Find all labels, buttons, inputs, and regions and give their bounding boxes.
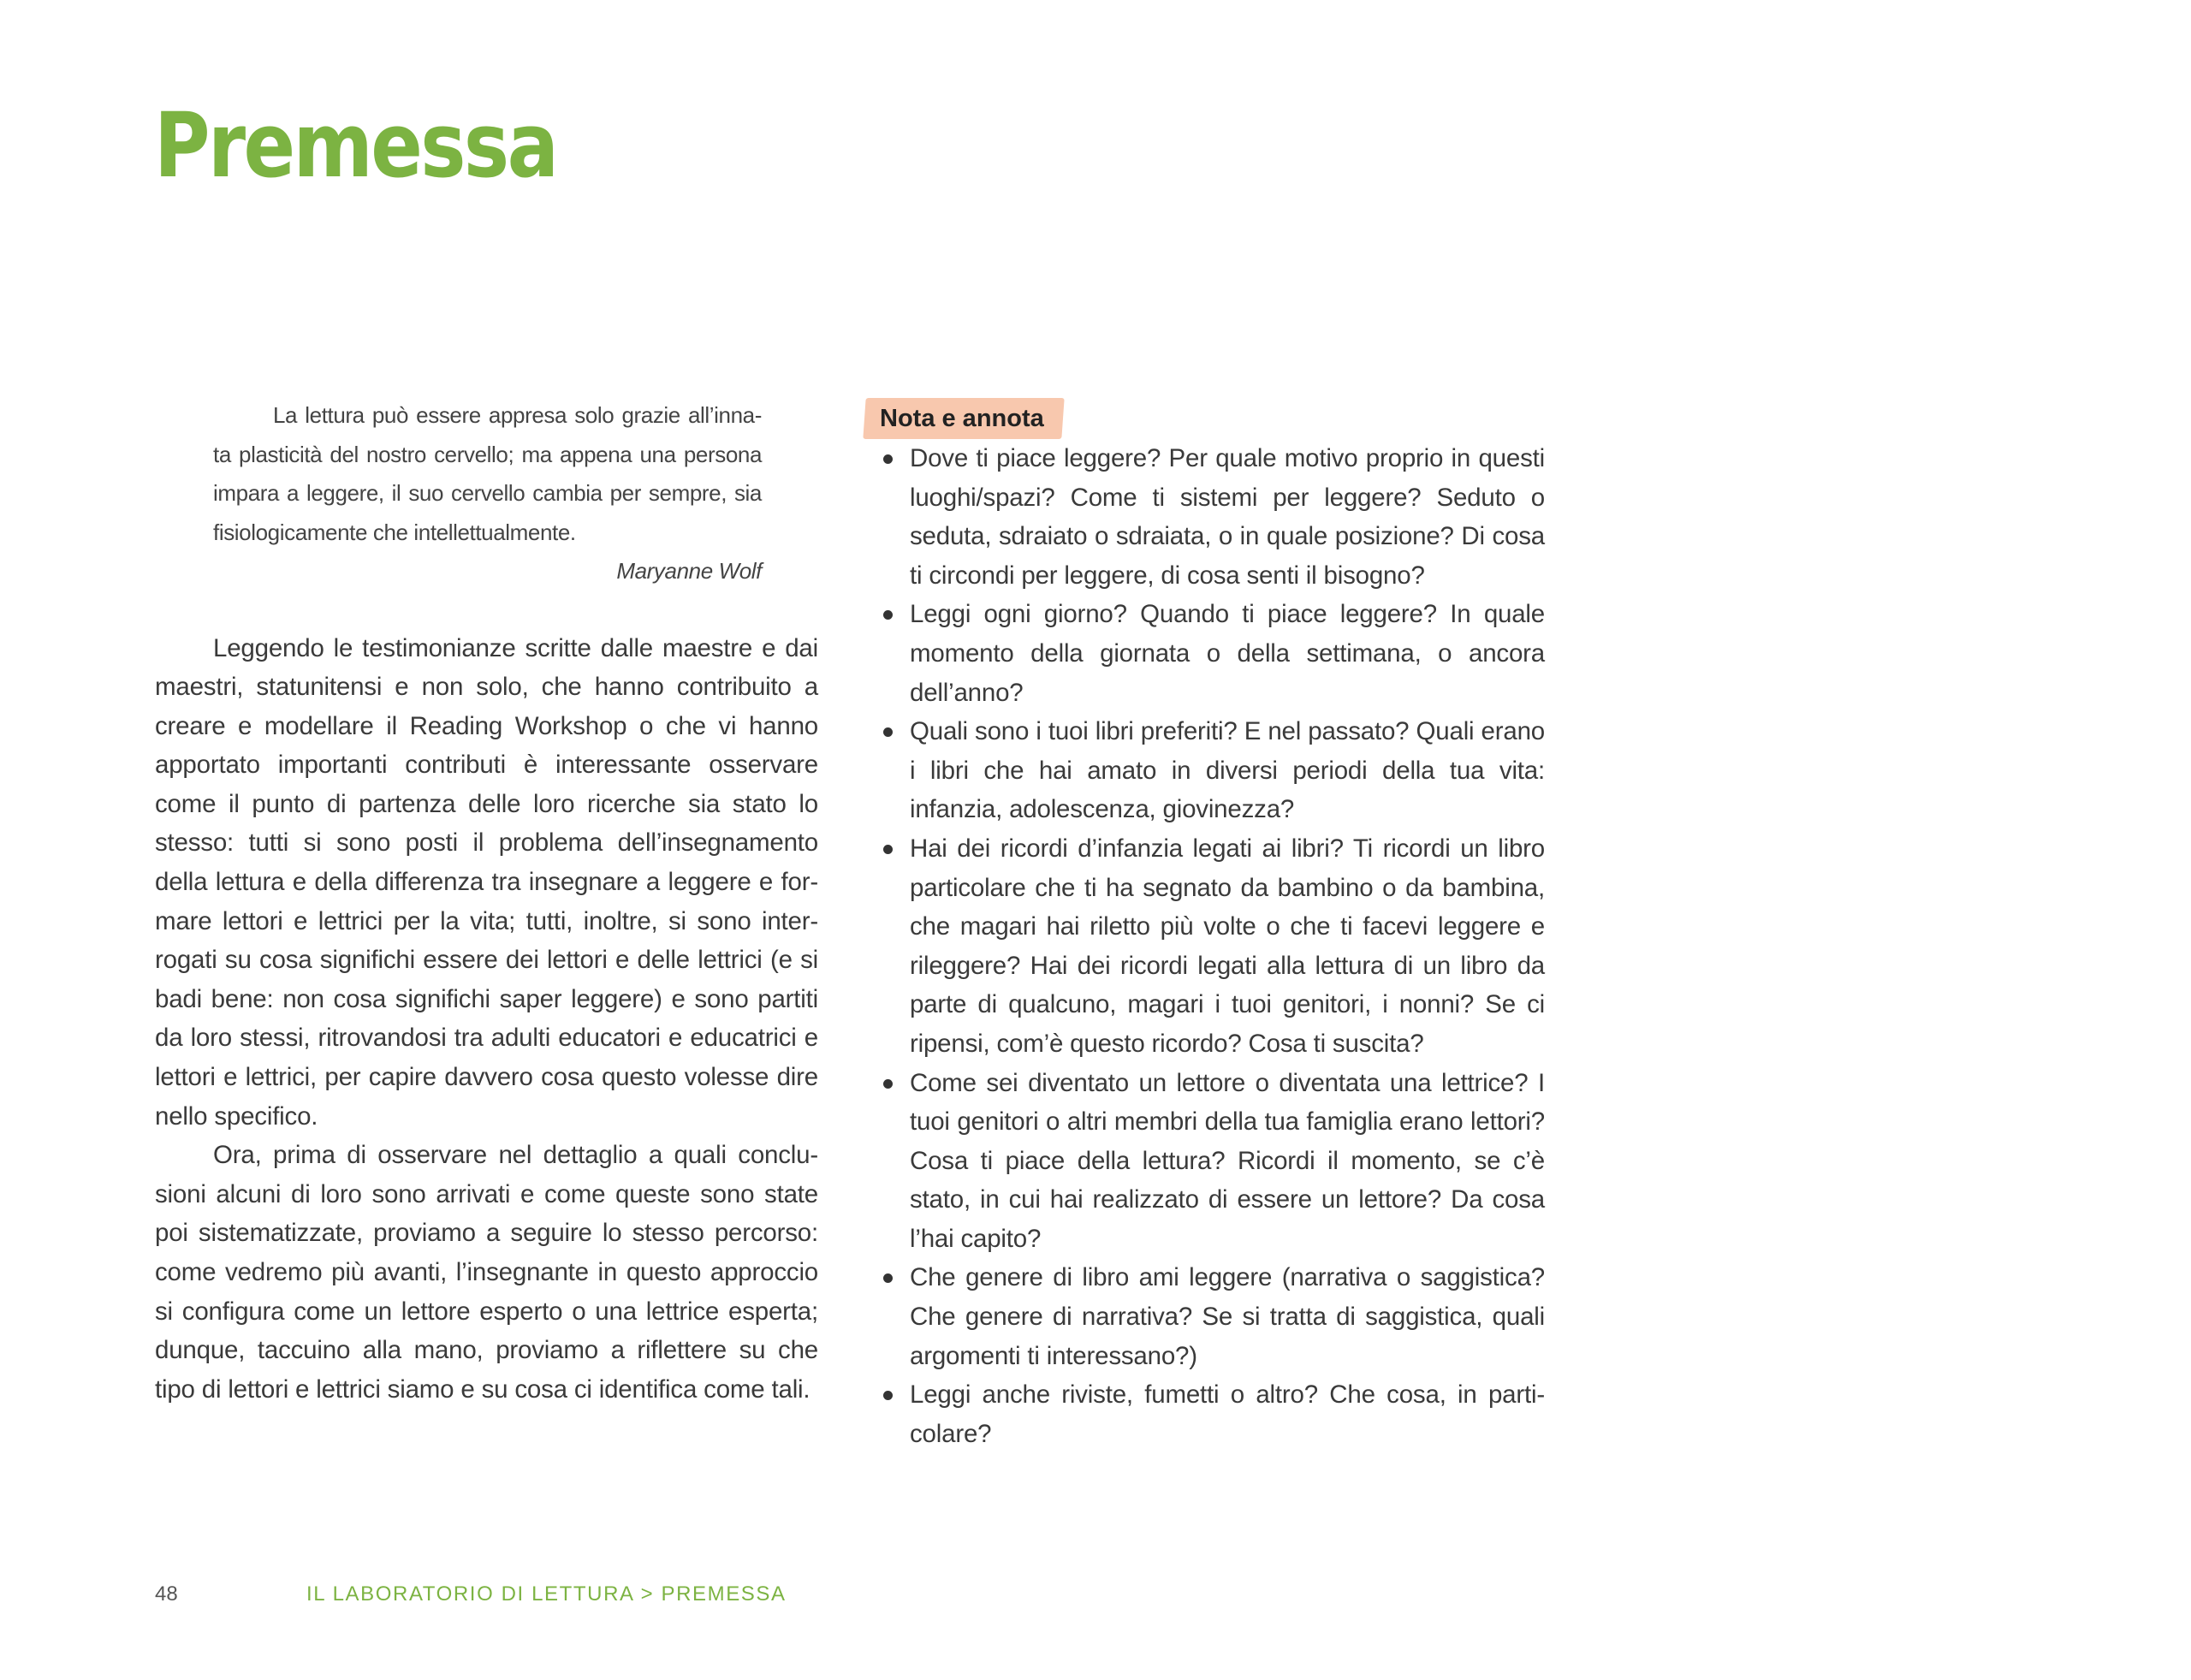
page-title: Premessa (154, 93, 557, 198)
bullet-icon (883, 727, 893, 737)
list-item-text: Che genere di libro ami leggere (narrativa o saggistica? Che genere di narrativa? Se si tratta di saggistica, quali argomenti ti interessano?) (910, 1263, 1545, 1370)
bullet-icon (883, 1273, 893, 1283)
list-item-text: Hai dei ricordi d’infanzia legati ai libri? Ti ricordi un libro particolare che ti ha segnato da bambino o da bambina, che magari hai riletto più volte o che ti facevi leggere e rileggere? Hai dei ricordi legati alla lettura di un libro da parte di qualcuno, magari i tuoi genitori, i nonni? Se ci ripensi, com’è questo ricordo? Cosa ti suscita? (910, 834, 1545, 1058)
list-item-text: Quali sono i tuoi libri preferiti? E nel passato? Quali erano i libri che hai amato in diversi periodi della tua vita: infanzia, adolescenza, giovinezza? (910, 717, 1545, 824)
note-column (864, 398, 1545, 1453)
bullet-icon (883, 1391, 893, 1400)
list-item (864, 1064, 1545, 1259)
epigraph (213, 396, 762, 591)
epigraph-quote: La lettura può essere appresa solo grazie all’inna-ta plasticità del nostro cervello; ma appena una persona impara a leggere, il suo cervello cambia per sempre, sia fisiologicamente che intellettualmente. (213, 402, 762, 545)
running-head: IL LABORATORIO DI LETTURA > PREMESSA (306, 1582, 787, 1606)
note-badge-label: Nota e annota (880, 405, 1044, 432)
list-item (864, 1258, 1545, 1375)
page-number: 48 (155, 1582, 178, 1606)
list-item-text: Come sei diventato un lettore o diventata una lettrice? I tuoi genitori o altri membri della tua famiglia erano lettori? Cosa ti piace della lettura? Ricordi il momento, se c’è stato, in cui hai realizzato di essere un lettore? Da cosa l’hai capito? (910, 1068, 1545, 1253)
list-item-text: Leggi ogni giorno? Quando ti piace leggere? In quale momento della giornata o della settimana, o ancora dell’anno? (910, 600, 1545, 707)
bullet-icon (883, 454, 893, 464)
list-item (864, 829, 1545, 1064)
bullet-icon (883, 1079, 893, 1089)
list-item (864, 712, 1545, 829)
list-item (864, 439, 1545, 595)
body-text (155, 629, 818, 1410)
list-item (864, 595, 1545, 712)
body-paragraph: Ora, prima di osservare nel dettaglio a quali conclu-sioni alcuni di loro sono arrivati e come queste sono state poi sistematizzate, proviamo a seguire lo stesso percorso: come vedremo più avanti, l’insegnante in questo approccio si configura come un lettore esperto o una lettrice esperta; dunque, taccuino alla mano, proviamo a riflettere su che tipo di lettori e lettrici siamo e su cosa ci identifica come tali. (155, 1141, 818, 1404)
note-badge (863, 398, 1064, 439)
note-question-list (864, 439, 1545, 1453)
list-item (864, 1375, 1545, 1453)
list-item-text: Leggi anche riviste, fumetti o altro? Che cosa, in parti-colare? (910, 1380, 1545, 1448)
list-item-text: Dove ti piace leggere? Per quale motivo proprio in questi luoghi/spazi? Come ti sistemi per leggere? Seduto o seduta, sdraiato o sdraiata, o in quale posizione? Di cosa ti circondi per leggere, di cosa senti il bisogno? (910, 444, 1545, 590)
bullet-icon (883, 845, 893, 854)
main-text-column (155, 396, 818, 1409)
body-paragraph: Leggendo le testimonianze scritte dalle maestre e dai maestri, statunitensi e non solo, che hanno contribuito a creare e modellare il Reading Workshop o che vi hanno apportato importanti contributi è interessante osservare come il punto di partenza delle loro ricerche sia stato lo stesso: tutti si sono posti il problema dell’insegnamento della lettura e della differenza tra insegnare a leggere e for-mare lettori e lettrici per la vita; tutti, inoltre, si sono inter-rogati su cosa significhi essere dei lettori e delle lettrici (e si badi bene: non cosa significhi saper leggere) e sono partiti da loro stessi, ritrovandosi tra adulti educatori e educatrici e lettori e lettrici, per capire davvero cosa questo volesse dire nello specifico. (155, 633, 818, 1131)
bullet-icon (883, 610, 893, 620)
epigraph-author: Maryanne Wolf (616, 558, 762, 584)
